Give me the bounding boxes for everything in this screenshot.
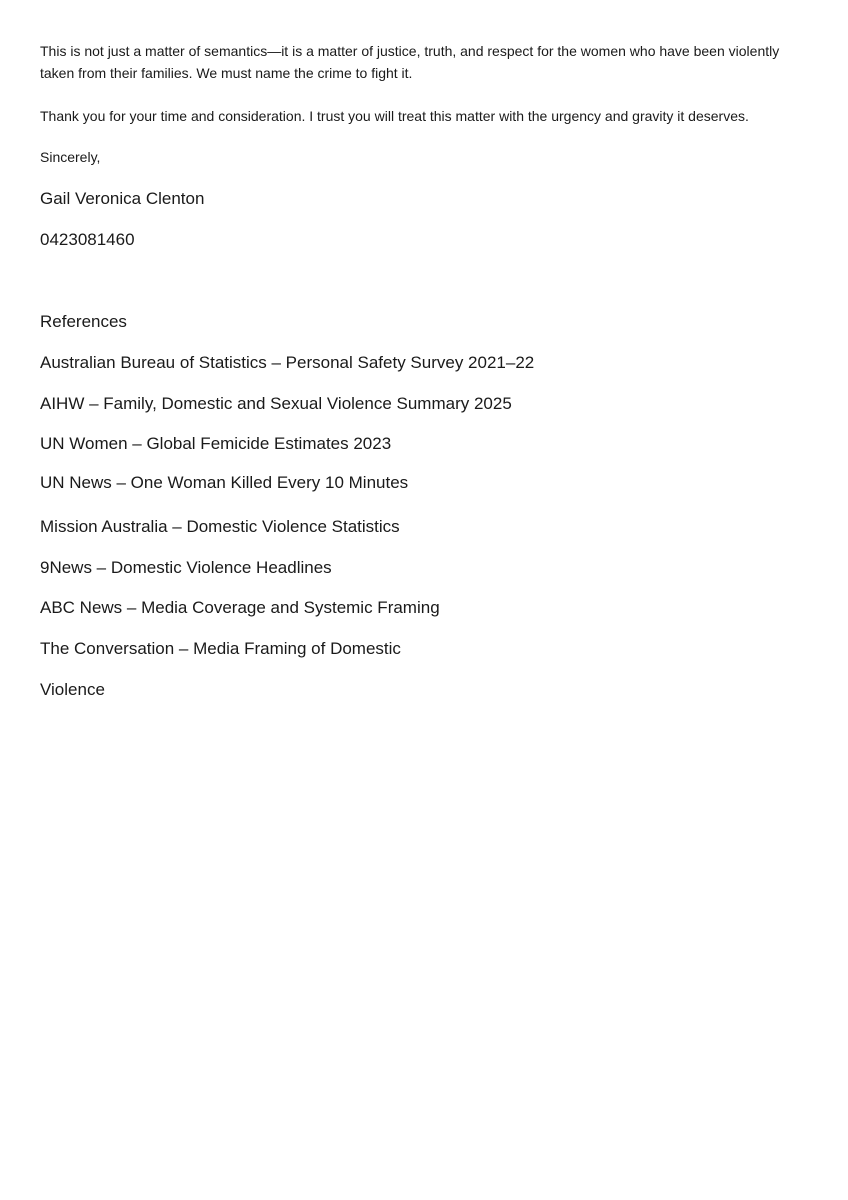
reference-item: The Conversation – Media Framing of Domestic [40,639,401,658]
reference-item: Violence [40,680,105,699]
references-heading: References [40,312,127,331]
reference-item: UN Women – Global Femicide Estimates 2023 [40,434,392,453]
signature-name: Gail Veronica Clenton [40,189,205,208]
reference-item: ABC News – Media Coverage and Systemic Framing [40,598,440,617]
reference-item: UN News – One Woman Killed Every 10 Minutes [40,473,409,492]
phone-number: 0423081460 [40,230,135,249]
thank-you-paragraph: Thank you for your time and consideration. I trust you will treat this matter with the urgency and gravity it deserves. [40,108,749,124]
closing-paragraph: This is not just a matter of semantics—it is a matter of justice, truth, and respect for the women who have been violently taken from their families. We must name the crime to fight it. [40,43,780,81]
sign-off: Sincerely, [40,149,101,165]
reference-item: AIHW – Family, Domestic and Sexual Violence Summary 2025 [40,394,512,413]
reference-item: 9News – Domestic Violence Headlines [40,558,332,577]
reference-item: Australian Bureau of Statistics – Personal Safety Survey 2021–22 [40,353,535,372]
reference-item: Mission Australia – Domestic Violence Statistics [40,517,400,536]
